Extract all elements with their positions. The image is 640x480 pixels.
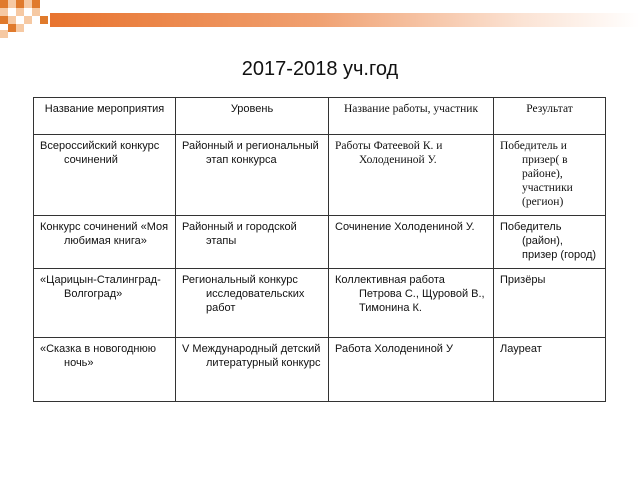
decorative-header-bar xyxy=(50,13,640,27)
results-table xyxy=(33,97,606,402)
cell-event: «Сказка в новогоднюю ночь» xyxy=(34,338,176,402)
cell-event: Всероссийский конкурс сочинений xyxy=(34,135,176,216)
cell-level: V Международный детский литературный конкурс xyxy=(176,338,329,402)
table-header-row xyxy=(34,98,606,135)
table-row xyxy=(34,338,606,402)
cell-level: Районный и региональный этап конкурса xyxy=(176,135,329,216)
header-work: Название работы, участник xyxy=(329,98,494,135)
header-result: Результат xyxy=(494,98,606,135)
cell-work: Работы Фатеевой К. и Холодениной У. xyxy=(329,135,494,216)
cell-result: Победитель (район), призер (город) xyxy=(494,216,606,269)
cell-result: Призёры xyxy=(494,269,606,338)
cell-work: Работа Холодениной У xyxy=(329,338,494,402)
cell-work: Коллективная работа Петрова С., Щуровой В., Тимонина К. xyxy=(329,269,494,338)
cell-event: Конкурс сочинений «Моя любимая книга» xyxy=(34,216,176,269)
cell-event: «Царицын-Сталинград-Волгоград» xyxy=(34,269,176,338)
table-row xyxy=(34,135,606,216)
page-title: 2017-2018 уч.год xyxy=(241,58,399,80)
decorative-checker-pattern xyxy=(0,0,50,38)
cell-level: Районный и городской этапы xyxy=(176,216,329,269)
cell-level: Региональный конкурс исследовательских работ xyxy=(176,269,329,338)
cell-result: Победитель и призер( в районе), участники (регион) xyxy=(494,135,606,216)
header-event: Название мероприятия xyxy=(34,98,176,135)
table-row xyxy=(34,216,606,269)
cell-work: Сочинение Холодениной У. xyxy=(329,216,494,269)
header-level: Уровень xyxy=(176,98,329,135)
cell-result: Лауреат xyxy=(494,338,606,402)
table-row xyxy=(34,269,606,338)
